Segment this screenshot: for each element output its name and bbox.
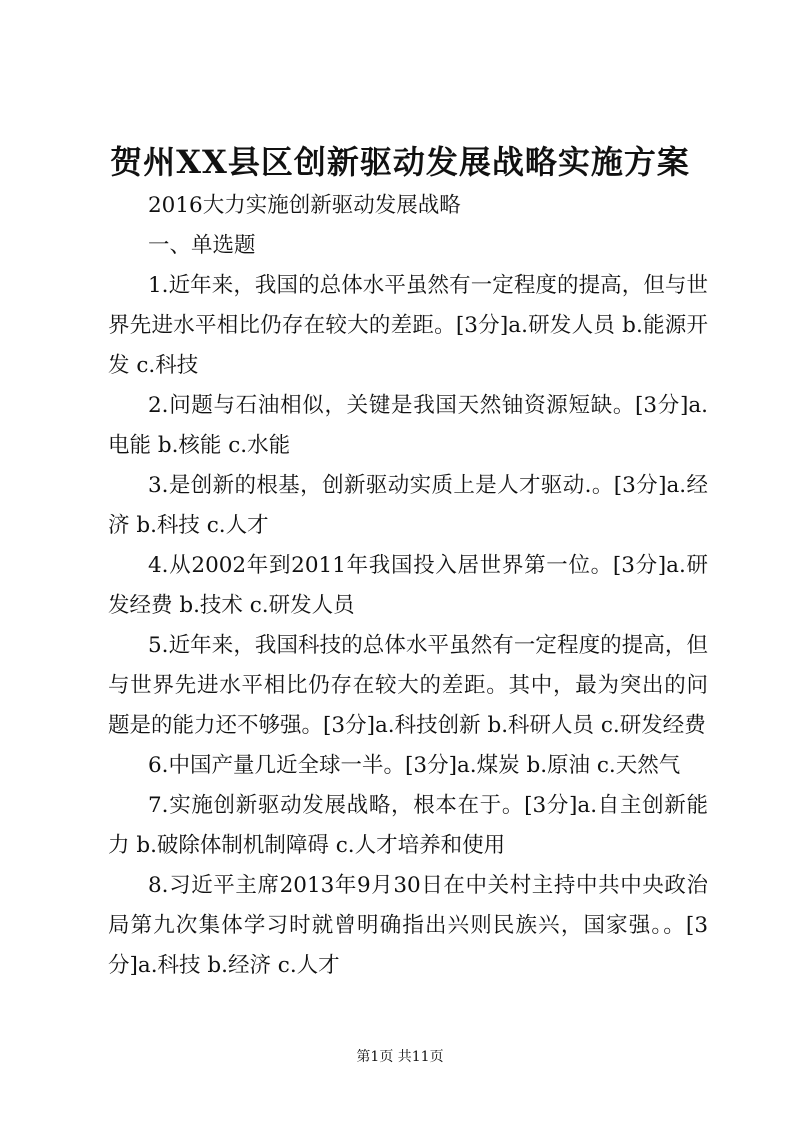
question-6: 6.中国产量几近全球一半。[3分]a.煤炭 b.原油 c.天然气	[148, 753, 681, 778]
section-subtitle: 2016大力实施创新驱动发展战略	[148, 193, 461, 218]
question-8: 8.习近平主席2013年9月30日在中关村主持中共中央政治局第九次集体学习时就曾明确指出兴则民族兴，国家强。。[3分]a.科技 b.经济 c.人才	[108, 873, 708, 978]
question-4: 4.从2002年到2011年我国投入居世界第一位。[3分]a.研发经费 b.技术 c.研发人员	[108, 553, 708, 618]
question-5: 5.近年来，我国科技的总体水平虽然有一定程度的提高，但与世界先进水平相比仍存在较大的差距。其中，最为突出的问题是的能力还不够强。[3分]a.科技创新 b.科研人员 c.研发经费	[108, 633, 708, 738]
question-7: 7.实施创新驱动发展战略，根本在于。[3分]a.自主创新能力 b.破除体制机制障碍 c.人才培养和使用	[108, 793, 708, 858]
question-2: 2.问题与石油相似，关键是我国天然铀资源短缺。[3分]a.电能 b.核能 c.水能	[108, 393, 708, 458]
question-1: 1.近年来，我国的总体水平虽然有一定程度的提高，但与世界先进水平相比仍存在较大的差距。[3分]a.研发人员 b.能源开发 c.科技	[108, 273, 708, 378]
document-title: 贺州XX县区创新驱动发展战略实施方案	[110, 143, 690, 181]
question-3: 3.是创新的根基，创新驱动实质上是人才驱动.。[3分]a.经济 b.科技 c.人才	[108, 473, 708, 538]
document-body	[108, 186, 708, 986]
section-heading: 一、单选题	[148, 233, 256, 258]
page-footer: 第1页 共11页	[356, 1049, 444, 1065]
